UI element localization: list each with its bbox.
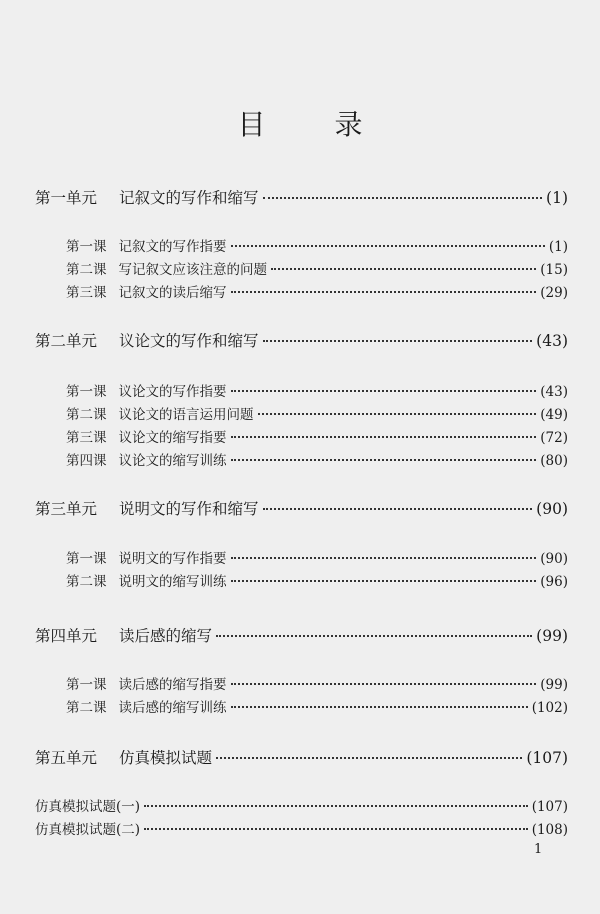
lesson-name: 说明文的缩写训练: [118, 574, 227, 590]
lesson-name: 议论文的语言运用问题: [118, 407, 254, 423]
toc-unit-5[interactable]: [0, 746, 600, 768]
unit-number: 第五单元: [35, 749, 98, 767]
lesson-number: 第二课: [66, 574, 107, 590]
unit-number: 第一单元: [35, 189, 98, 207]
lesson-number: 第二课: [66, 407, 107, 423]
page-number: (15): [540, 262, 568, 278]
page-number: (80): [540, 453, 568, 469]
lesson-number: 第四课: [66, 453, 107, 469]
dot-leader: [144, 805, 528, 807]
toc-unit-3[interactable]: [0, 497, 600, 519]
dot-leader: [231, 683, 537, 685]
toc-lesson[interactable]: [0, 281, 600, 303]
dot-leader: [231, 436, 537, 438]
unit-number: 第三单元: [35, 500, 98, 518]
unit-number: 第四单元: [35, 627, 98, 645]
page-number: (107): [531, 799, 568, 815]
dot-leader: [263, 340, 533, 342]
dot-leader: [231, 557, 537, 559]
toc-lesson[interactable]: [0, 380, 600, 402]
toc-exam[interactable]: [0, 795, 600, 817]
dot-leader: [231, 390, 537, 392]
toc-lesson[interactable]: [0, 570, 600, 592]
lesson-number: 第三课: [66, 430, 107, 446]
dot-leader: [231, 580, 537, 582]
page-number: (1): [546, 189, 568, 207]
lesson-number: 第三课: [66, 285, 107, 301]
toc-lesson[interactable]: [0, 235, 600, 257]
page-number: (99): [536, 627, 568, 645]
page-number: (72): [540, 430, 568, 446]
lesson-number: 第一课: [66, 239, 107, 255]
lesson-name: 记叙文的读后缩写: [118, 285, 227, 301]
exam-name: 仿真模拟试题(二): [35, 822, 141, 838]
lesson-name: 议论文的写作指要: [118, 384, 227, 400]
page-number: (102): [531, 700, 568, 716]
toc-lesson[interactable]: [0, 547, 600, 569]
lesson-name: 说明文的写作指要: [118, 551, 227, 567]
dot-leader: [258, 413, 537, 415]
page-number: (90): [536, 500, 568, 518]
dot-leader: [271, 268, 536, 270]
toc-lesson[interactable]: [0, 258, 600, 280]
lesson-number: 第二课: [66, 262, 107, 278]
dot-leader: [231, 291, 537, 293]
lesson-number: 第一课: [66, 677, 107, 693]
toc-unit-1[interactable]: [0, 186, 600, 208]
lesson-name: 议论文的缩写指要: [118, 430, 227, 446]
lesson-name: 读后感的缩写训练: [118, 700, 227, 716]
unit-name: 仿真模拟试题: [119, 749, 213, 767]
dot-leader: [263, 508, 533, 510]
page-number: (29): [540, 285, 568, 301]
page-number: (49): [540, 407, 568, 423]
toc-lesson[interactable]: [0, 673, 600, 695]
page-number: (43): [536, 332, 568, 350]
unit-name: 议论文的写作和缩写: [119, 332, 259, 350]
dot-leader: [263, 197, 543, 199]
page-number: (108): [531, 822, 568, 838]
dot-leader: [144, 828, 528, 830]
dot-leader: [216, 635, 532, 637]
page-number: (107): [526, 749, 568, 767]
unit-name: 读后感的缩写: [119, 627, 213, 645]
lesson-name: 写记叙文应该注意的问题: [118, 262, 267, 278]
toc-lesson[interactable]: [0, 696, 600, 718]
toc-lesson[interactable]: [0, 426, 600, 448]
lesson-number: 第二课: [66, 700, 107, 716]
lesson-name: 记叙文的写作指要: [118, 239, 227, 255]
page-number: (99): [540, 677, 568, 693]
toc-lesson[interactable]: [0, 449, 600, 471]
toc-unit-4[interactable]: [0, 624, 600, 646]
dot-leader: [216, 757, 522, 759]
page-number: (96): [540, 574, 568, 590]
page-folio: 1: [534, 842, 543, 857]
exam-name: 仿真模拟试题(一): [35, 799, 141, 815]
page-number: (90): [540, 551, 568, 567]
lesson-name: 议论文的缩写训练: [118, 453, 227, 469]
dot-leader: [231, 245, 545, 247]
unit-name: 说明文的写作和缩写: [119, 500, 259, 518]
unit-name: 记叙文的写作和缩写: [119, 189, 259, 207]
lesson-number: 第一课: [66, 384, 107, 400]
dot-leader: [231, 706, 528, 708]
unit-number: 第二单元: [35, 332, 98, 350]
page-number: (1): [548, 239, 568, 255]
lesson-name: 读后感的缩写指要: [118, 677, 227, 693]
toc-unit-2[interactable]: [0, 329, 600, 351]
dot-leader: [231, 459, 537, 461]
toc-lesson[interactable]: [0, 403, 600, 425]
toc-exam[interactable]: [0, 818, 600, 840]
lesson-number: 第一课: [66, 551, 107, 567]
page-number: (43): [540, 384, 568, 400]
page-title: 目 录: [237, 108, 393, 141]
